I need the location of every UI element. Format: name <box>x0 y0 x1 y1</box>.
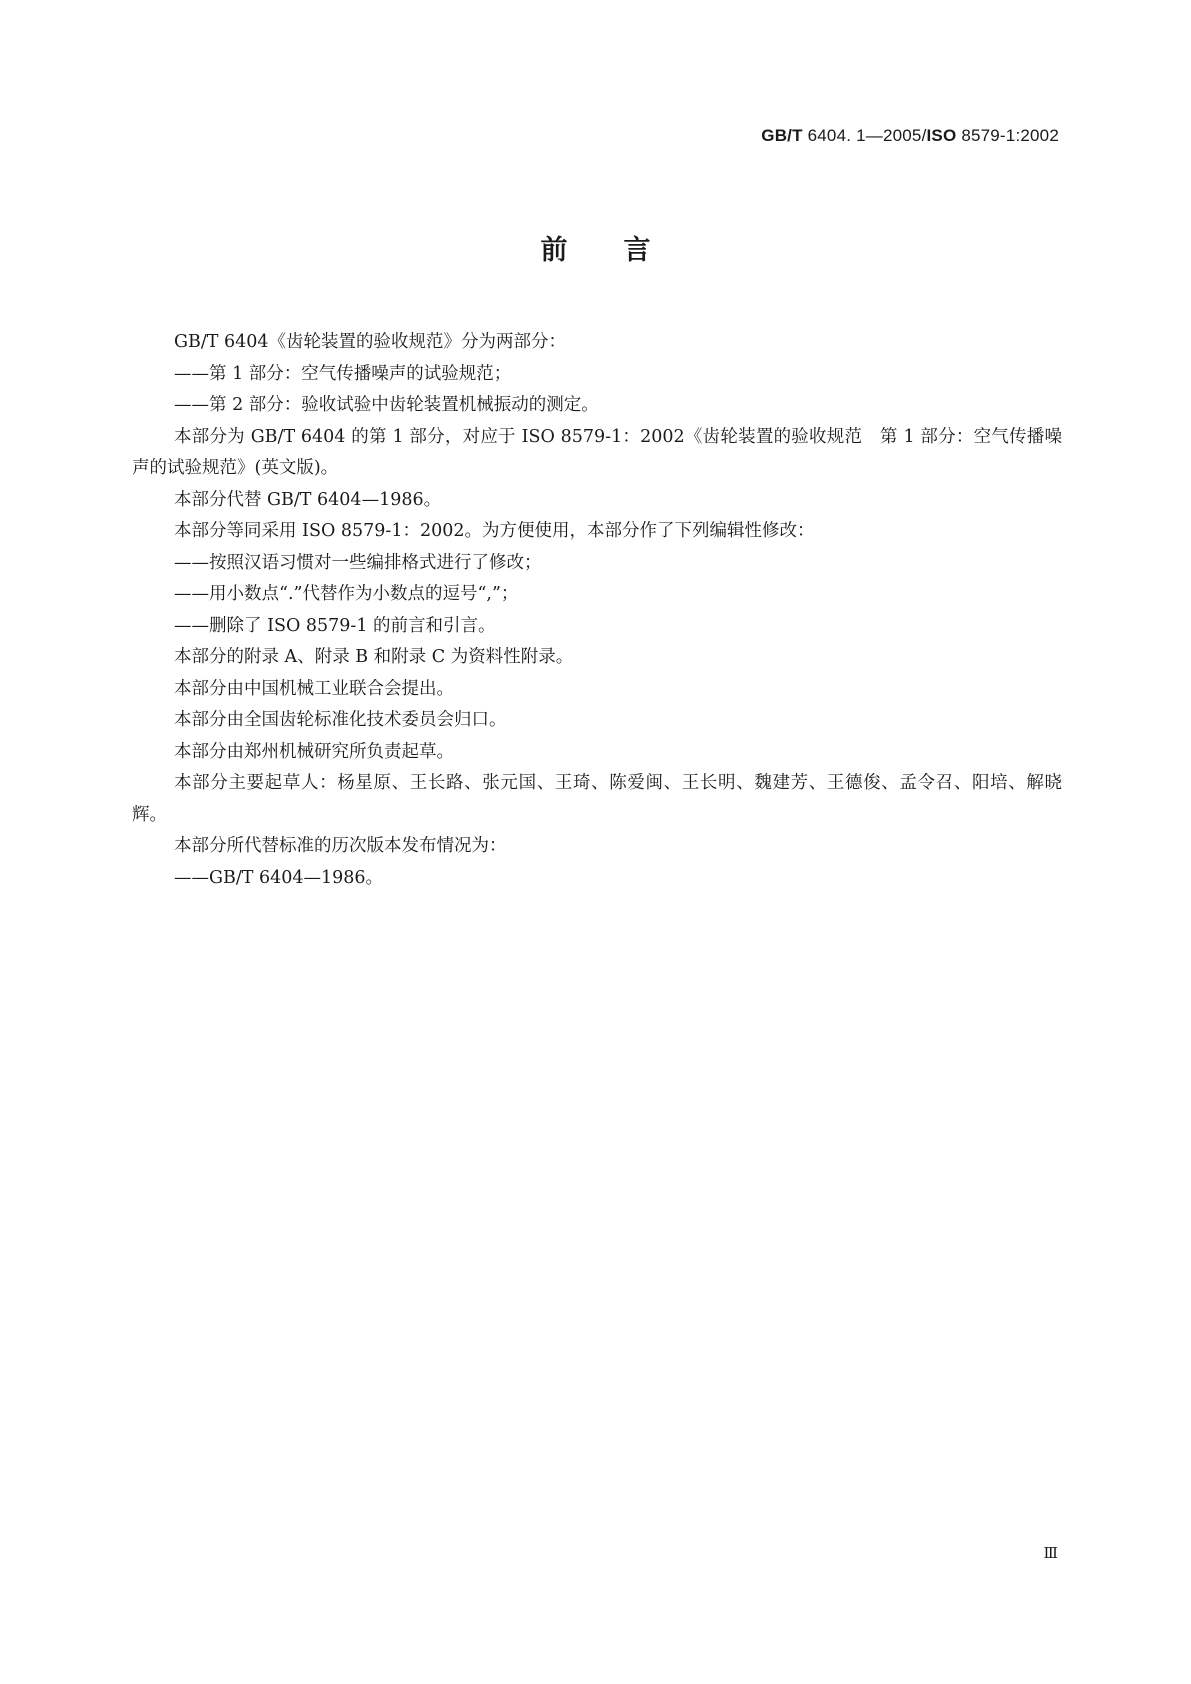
paragraph: ——按照汉语习惯对一些编排格式进行了修改； <box>174 552 542 573</box>
gb-prefix: GB/T <box>761 126 803 145</box>
paragraph: 本部分由中国机械工业联合会提出。 <box>174 678 454 699</box>
foreword-body <box>132 327 1062 894</box>
iso-prefix: ISO <box>926 126 957 145</box>
paragraph: 本部分主要起草人：杨星原、王长路、张元国、王琦、陈爱闽、王长明、魏建芳、王德俊、孟令召、阳培、解晓辉。 <box>132 773 1062 825</box>
paragraph: ——用小数点“.”代替作为小数点的逗号“,”； <box>174 584 519 604</box>
gb-number: 6404. 1—2005/ <box>802 126 927 145</box>
iso-number: 8579-1:2002 <box>956 126 1059 145</box>
paragraph: 本部分由全国齿轮标准化技术委员会归口。 <box>174 710 507 730</box>
paragraph: 本部分所代替标准的历次版本发布情况为： <box>174 836 507 856</box>
paragraph: 本部分为 GB/T 6404 的第 1 部分，对应于 ISO 8579-1：2002《齿轮装置的验收规范 第 1 部分：空气传播噪声的试验规范》(英文版)。 <box>132 426 1062 478</box>
paragraph: 本部分的附录 A、附录 B 和附录 C 为资料性附录。 <box>174 647 574 667</box>
paragraph: 本部分代替 GB/T 6404—1986。 <box>174 489 442 510</box>
paragraph: 本部分等同采用 ISO 8579-1：2002。为方便使用，本部分作了下列编辑性修改： <box>174 521 815 541</box>
paragraph: 本部分由郑州机械研究所负责起草。 <box>174 741 454 762</box>
standard-number <box>761 126 1059 146</box>
paragraph: GB/T 6404《齿轮装置的验收规范》分为两部分： <box>174 332 567 352</box>
page-title: 前言 <box>540 235 707 266</box>
paragraph: ——第 2 部分：验收试验中齿轮装置机械振动的测定。 <box>174 395 599 415</box>
paragraph: ——GB/T 6404—1986。 <box>174 867 384 888</box>
page-number: Ⅲ <box>1043 1544 1057 1562</box>
paragraph: ——删除了 ISO 8579-1 的前言和引言。 <box>174 615 496 636</box>
paragraph: ——第 1 部分：空气传播噪声的试验规范； <box>174 363 512 384</box>
